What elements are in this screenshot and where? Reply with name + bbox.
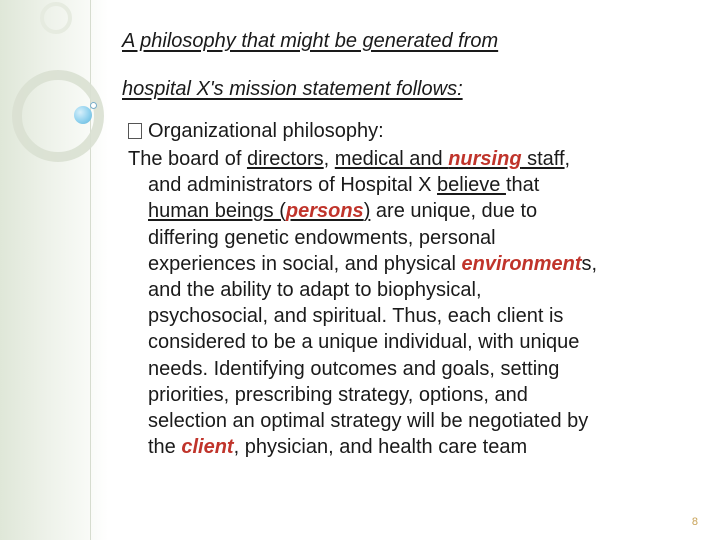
paragraph-line: considered to be a unique individual, with unique: [148, 331, 580, 354]
paragraph-line: [128, 172, 700, 198]
bullet-organizational-philosophy: [128, 120, 384, 143]
decorative-small-circle-icon: [90, 102, 97, 109]
text-run: and administrators of Hospital X: [148, 174, 438, 197]
paragraph-line: and the ability to adapt to biophysical,: [148, 279, 482, 302]
decorative-blue-dot-icon: [74, 106, 92, 124]
paragraph-line: priorities, prescribing strategy, options, and: [148, 383, 528, 406]
text-run: are unique, due to: [370, 200, 538, 223]
text-run: , physician, and health care team: [233, 436, 528, 459]
text-run: ,: [564, 148, 571, 170]
highlighted-term-environments: environment: [461, 252, 582, 275]
paragraph-line: needs. Identifying outcomes and goals, setting: [148, 357, 560, 380]
underlined-term-directors: directors: [246, 148, 324, 170]
text-run: experiences in social, and physical: [148, 252, 462, 275]
text-run: staff: [521, 148, 565, 170]
bullet-label: Organizational philosophy:: [148, 120, 384, 142]
paragraph-line: [128, 198, 700, 224]
text-run: that: [505, 174, 540, 197]
text-run: s,: [581, 252, 598, 275]
text-run: the: [148, 436, 182, 459]
text-run: human beings (: [148, 200, 286, 223]
page-number: 8: [691, 516, 698, 528]
text-run: ): [363, 200, 371, 223]
philosophy-paragraph: [128, 146, 700, 460]
underlined-phrase-medical-nursing-staff: [335, 148, 565, 170]
square-bullet-icon: [128, 123, 142, 139]
paragraph-line: psychosocial, and spiritual. Thus, each client is: [148, 305, 564, 328]
decorative-ring-small-icon: [40, 2, 72, 34]
underlined-term-believe: believe: [437, 174, 506, 197]
paragraph-line: selection an optimal strategy will be negotiated by: [148, 410, 589, 433]
paragraph-line: [128, 146, 700, 172]
highlighted-term-client: client: [181, 436, 234, 459]
underlined-phrase-human-beings: [148, 200, 370, 222]
paragraph-line: [128, 434, 700, 460]
paragraph-line: [128, 251, 700, 277]
frame-divider-line: [90, 0, 91, 540]
text-run: The board of: [128, 148, 247, 170]
slide-title-line-2: hospital X's mission statement follows:: [122, 78, 463, 100]
text-run: ,: [323, 148, 335, 170]
paragraph-line: differing genetic endowments, personal: [148, 226, 496, 249]
highlighted-term-nursing: nursing: [448, 148, 522, 170]
highlighted-term-persons: persons: [285, 200, 364, 223]
slide-title-line-1: A philosophy that might be generated from: [122, 30, 499, 52]
text-run: medical and: [334, 148, 449, 170]
